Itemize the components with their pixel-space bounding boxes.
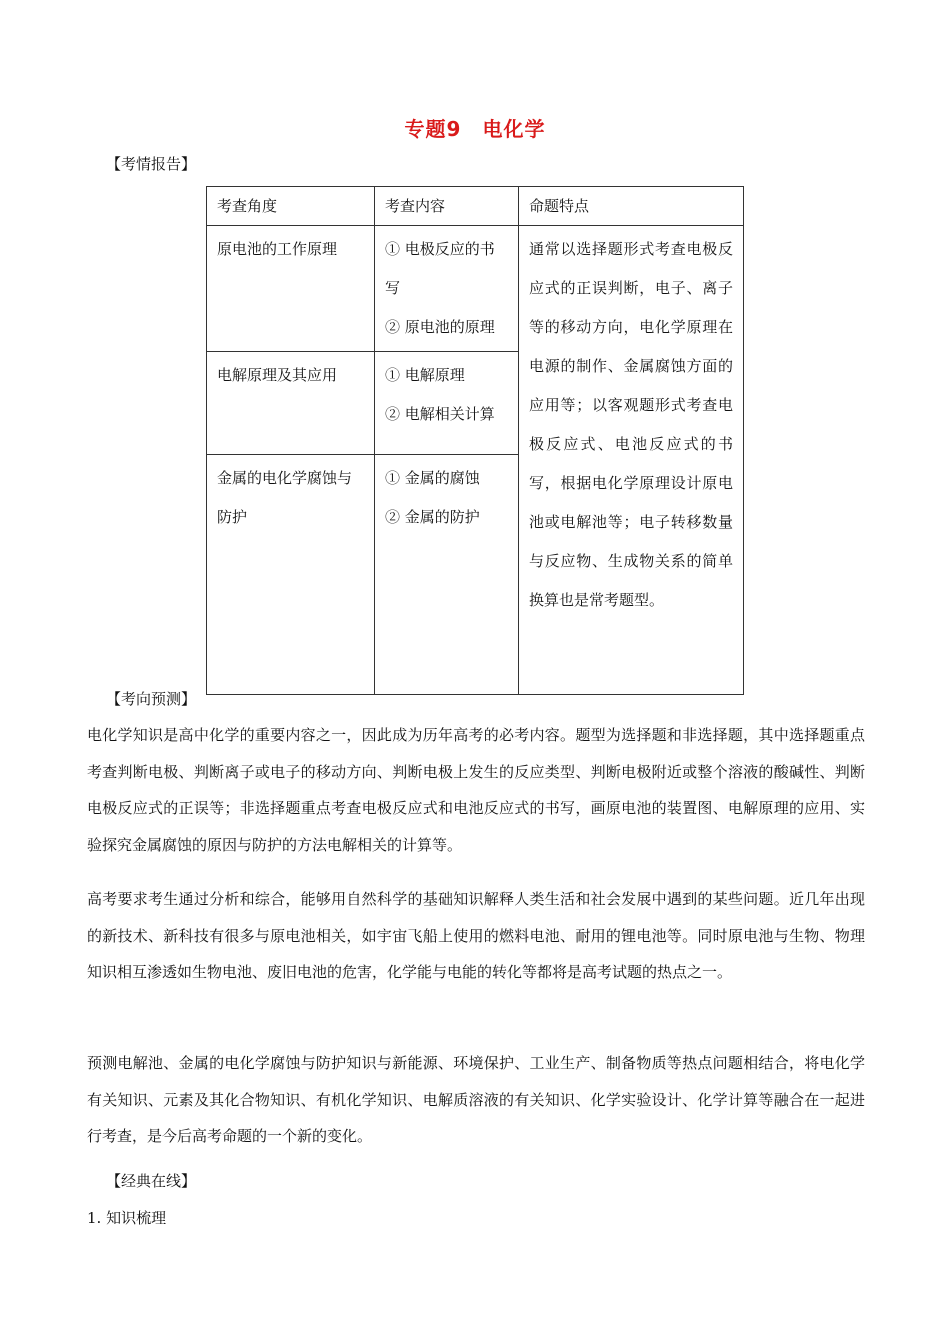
content-item: ② 金属的防护 — [385, 508, 480, 526]
content-item: ② 原电池的原理 — [385, 318, 495, 336]
forecast-heading: 【考向预测】 — [106, 690, 197, 708]
knowledge-subsection: 1. 知识梳理 — [87, 1209, 167, 1227]
content-item: ① 电解原理 — [385, 366, 465, 384]
classic-heading: 【经典在线】 — [106, 1172, 197, 1190]
forecast-paragraph-3: 预测电解池、金属的电化学腐蚀与防护知识与新能源、环境保护、工业生产、制备物质等热点问题相结合，将电化学有关知识、元素及其化合物知识、有机化学知识、电解质溶液的有关知识、化学实验设计、化学计算等融合在一起进行考查，是今后高考命题的一个新的变化。 — [87, 1054, 865, 1145]
table-header-row — [207, 187, 744, 226]
header-features: 命题特点 — [519, 187, 744, 226]
content-item: ② 电解相关计算 — [385, 405, 495, 423]
features-cell: 通常以选择题形式考查电极反应式的正误判断，电子、离子等的移动方向，电化学原理在电源的制作、金属腐蚀方面的应用等；以客观题形式考查电极反应式、电池反应式的书写，根据电化学原理设计原电池或电解池等；电子转移数量与反应物、生成物关系的简单换算也是常考题型。 — [519, 226, 744, 695]
content-item: ① 金属的腐蚀 — [385, 469, 480, 487]
content-item: ① 电极反应的书写 — [385, 240, 495, 297]
report-heading: 【考情报告】 — [106, 155, 197, 173]
content-cell — [375, 352, 519, 455]
table-row — [207, 226, 744, 352]
angle-cell: 电解原理及其应用 — [207, 352, 375, 455]
header-content: 考查内容 — [375, 187, 519, 226]
forecast-paragraph-2: 高考要求考生通过分析和综合，能够用自然科学的基础知识解释人类生活和社会发展中遇到的某些问题。近几年出现的新技术、新科技有很多与原电池相关，如宇宙飞船上使用的燃料电池、耐用的锂电池等。同时原电池与生物、物理知识相互渗透如生物电池、废旧电池的危害，化学能与电能的转化等都将是高考试题的热点之一。 — [87, 890, 865, 981]
header-angle: 考查角度 — [207, 187, 375, 226]
angle-cell: 原电池的工作原理 — [207, 226, 375, 352]
content-cell — [375, 455, 519, 695]
exam-report-table — [206, 186, 744, 695]
forecast-paragraph-1: 电化学知识是高中化学的重要内容之一，因此成为历年高考的必考内容。题型为选择题和非选择题，其中选择题重点考查判断电极、判断离子或电子的移动方向、判断电极上发生的反应类型、判断电极附近或整个溶液的酸碱性、判断电极反应式的正误等；非选择题重点考查电极反应式和电池反应式的书写，画原电池的装置图、电解原理的应用、实验探究金属腐蚀的原因与防护的方法电解相关的计算等。 — [87, 726, 865, 854]
content-cell — [375, 226, 519, 352]
page-title: 专题9 电化学 — [404, 117, 546, 141]
angle-cell: 金属的电化学腐蚀与防护 — [207, 455, 375, 695]
